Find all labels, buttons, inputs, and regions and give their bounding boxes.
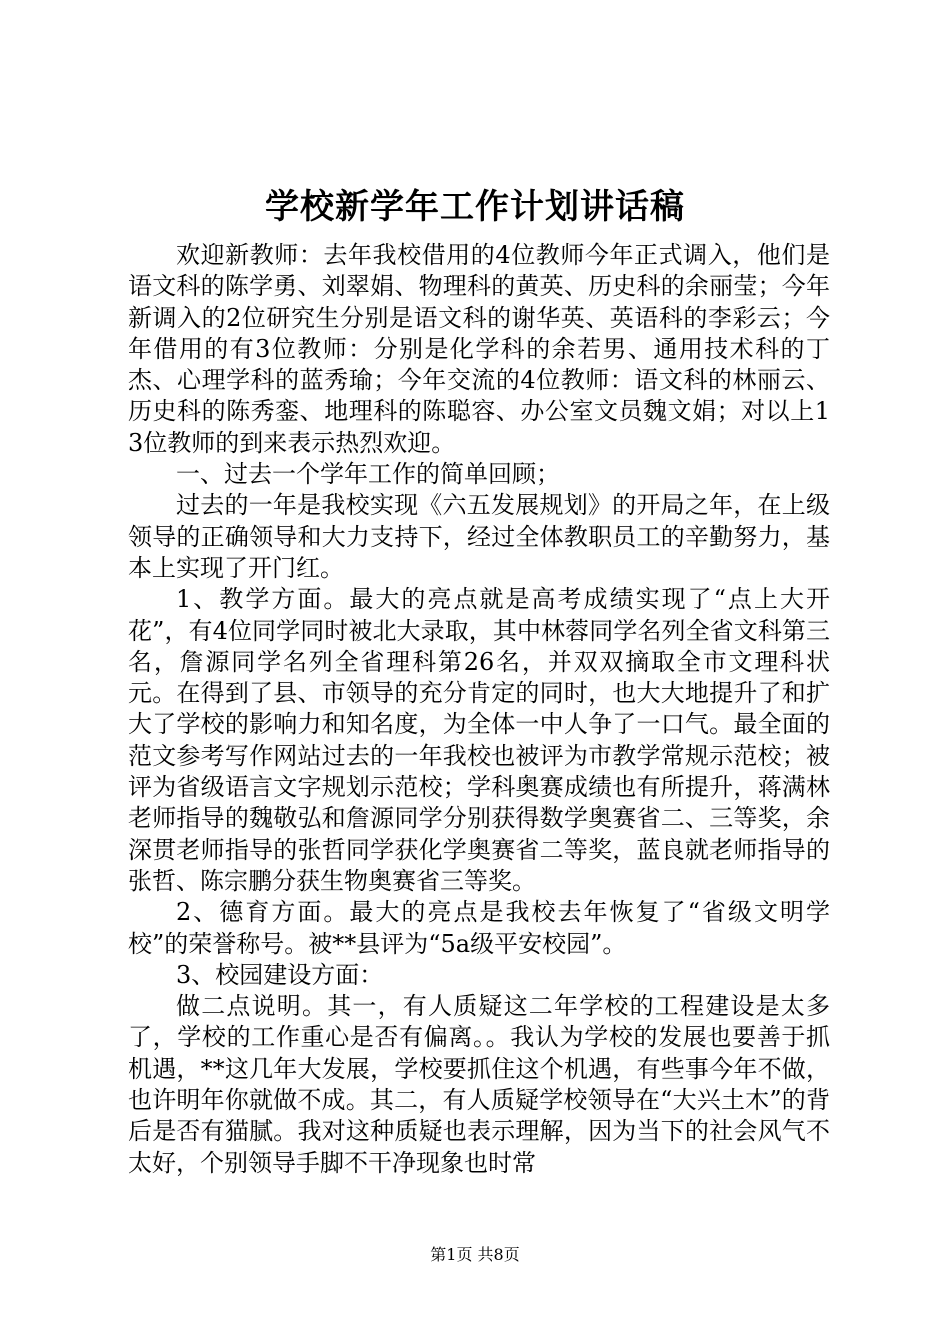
- paragraph-review-intro: 过去的一年是我校实现《六五发展规划》的开局之年，在上级领导的正确领导和大力支持下，经过全体教职员工的辛勤努力，基本上实现了开门红。: [128, 491, 830, 582]
- paragraph-welcome: 欢迎新教师：去年我校借用的4位教师今年正式调入，他们是语文科的陈学勇、刘翠娟、物理科的黄英、历史科的余丽莹；今年新调入的2位研究生分别是语文科的谢华英、英语科的李彩云；今年借用的有3位教师：分别是化学科的余若男、通用技术科的丁杰、心理学科的蓝秀瑜；今年交流的4位教师：语文科的林丽云、历史科的陈秀銮、地理科的陈聪容、办公室文员魏文娟；对以上13位教师的到来表示热烈欢迎。: [128, 241, 830, 457]
- document-body: [128, 240, 830, 1179]
- paragraph-moral-education: 2、德育方面。最大的亮点是我校去年恢复了“省级文明学校”的荣誉称号。被**县评为“5a级平安校园”。: [128, 898, 830, 958]
- paragraph-teaching: 1、教学方面。最大的亮点就是高考成绩实现了“点上大开花”，有4位同学同时被北大录取，其中林蓉同学名列全省文科第三名，詹源同学名列全省理科第26名，并双双摘取全市文理科状元。在得到了县、市领导的充分肯定的同时，也大大地提升了和扩大了学校的影响力和知名度，为全体一中人争了一口气。最全面的范文参考写作网站过去的一年我校也被评为市教学常规示范校；被评为省级语言文字规划示范校；学科奥赛成绩也有所提升，蒋满林老师指导的魏敬弘和詹源同学分别获得数学奥赛省二、三等奖，余深贯老师指导的张哲同学获化学奥赛省二等奖，蓝良就老师指导的张哲、陈宗鹏分获生物奥赛省三等奖。: [128, 585, 830, 895]
- paragraph-section-heading-review: 一、过去一个学年工作的简单回顾；: [176, 460, 560, 489]
- document-title: 学校新学年工作计划讲话稿: [265, 187, 685, 227]
- page-footer: 第1页 共8页: [430, 1245, 520, 1264]
- paragraph-campus-construction-heading: 3、校园建设方面：: [176, 960, 384, 989]
- paragraph-campus-construction: 做二点说明。其一，有人质疑这二年学校的工程建设是太多了，学校的工作重心是否有偏离。。我认为学校的发展也要善于抓机遇，**这几年大发展，学校要抓住这个机遇，有些事今年不做，也许明年你就做不成。其二，有人质疑学校领导在“大兴土木”的背后是否有猫腻。我对这种质疑也表示理解，因为当下的社会风气不太好，个别领导手脚不干净现象也时常: [128, 992, 830, 1177]
